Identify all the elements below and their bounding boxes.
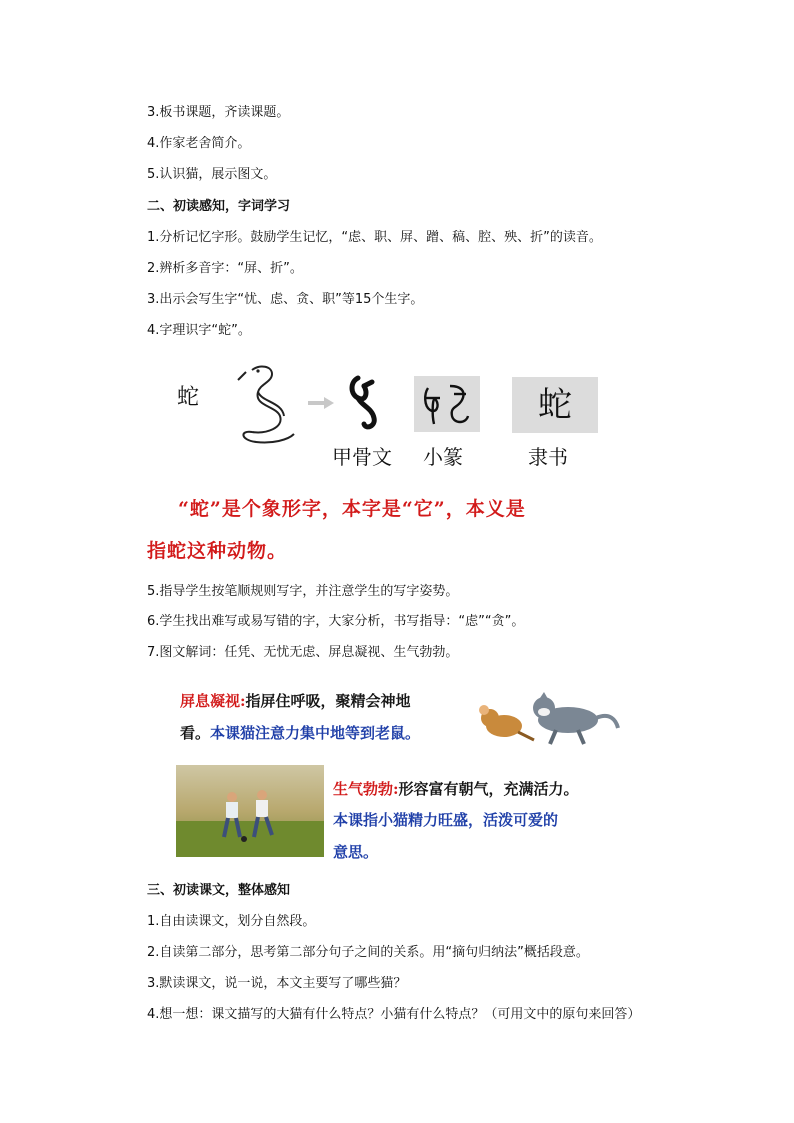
vocab-line-3: 意思。 [333,843,379,861]
list-item: 5.认识猫，展示图文。 [147,167,277,182]
list-item: 4.字理识字“蛇”。 [147,323,251,338]
vocab-term: 生气勃勃: [333,780,399,798]
clerical-script-card [512,377,598,433]
vocab-line-2 [180,722,420,743]
list-item: 6.学生找出难写或易写错的字，大家分析，书写指导：“虑”“贪”。 [147,614,525,629]
seal-script-card [414,376,480,432]
list-item: 2.辨析多音字：“屏、折”。 [147,261,303,276]
vocab-def-cont: 看。 [180,724,211,742]
cartoon-cat-mouse-image [470,690,620,750]
vocab-def: 形容富有朝气，充满活力。 [398,780,579,798]
vocab-line-2: 本课指小猫精力旺盛，活泼可爱的 [333,811,559,829]
list-item: 4.想一想：课文描写的大猫有什么特点？小猫有什么特点？（可用文中的原句来回答） [147,1007,641,1022]
list-item: 3.出示会写生字“忧、虑、贪、职”等15个生字。 [147,292,424,307]
seal-script-glyph [414,376,480,432]
list-item: 1.分析记忆字形。鼓励学生记忆，“虑、职、屏、蹭、稿、腔、殃、折”的读音。 [147,230,602,245]
list-item: 1.自由读课文，划分自然段。 [147,914,316,929]
clerical-script-char: 蛇 [538,385,572,425]
arrow-right-icon [308,396,334,410]
oracle-bone-glyph [344,372,384,434]
vocab-context: 本课猫注意力集中地等到老鼠。 [210,724,421,742]
note-line-1: “蛇”是个象形字，本字是“它”，本义是 [178,498,526,520]
section-heading: 二、初读感知，字词学习 [147,199,291,214]
list-item: 4.作家老舍简介。 [147,136,251,151]
note-line-2: 指蛇这种动物。 [147,540,288,562]
caption-clerical: 隶书 [528,445,568,469]
vocab-def: 指屏住呼吸，聚精会神地 [245,692,411,710]
caption-seal: 小篆 [423,445,463,469]
vocab-term: 屏息凝视: [180,692,246,710]
snake-icon [232,362,300,448]
list-item: 3.板书课题，齐读课题。 [147,105,290,120]
list-item: 5.指导学生按笔顺规则写字，并注意学生的写字姿势。 [147,584,459,599]
caption-oracle: 甲骨文 [332,445,392,469]
vocab-line-1 [333,778,579,799]
list-item: 7.图文解词：任凭、无忧无虑、屏息凝视、生气勃勃。 [147,645,459,660]
list-item: 2.自读第二部分，思考第二部分句子之间的关系。用“摘句归纳法”概括段意。 [147,945,589,960]
children-playing-photo [176,765,324,857]
vocab-line-1 [180,690,411,711]
section-heading: 三、初读课文，整体感知 [147,883,291,898]
list-item: 3.默读课文，说一说，本文主要写了哪些猫？ [147,976,407,991]
figure-char: 蛇 [177,385,200,410]
